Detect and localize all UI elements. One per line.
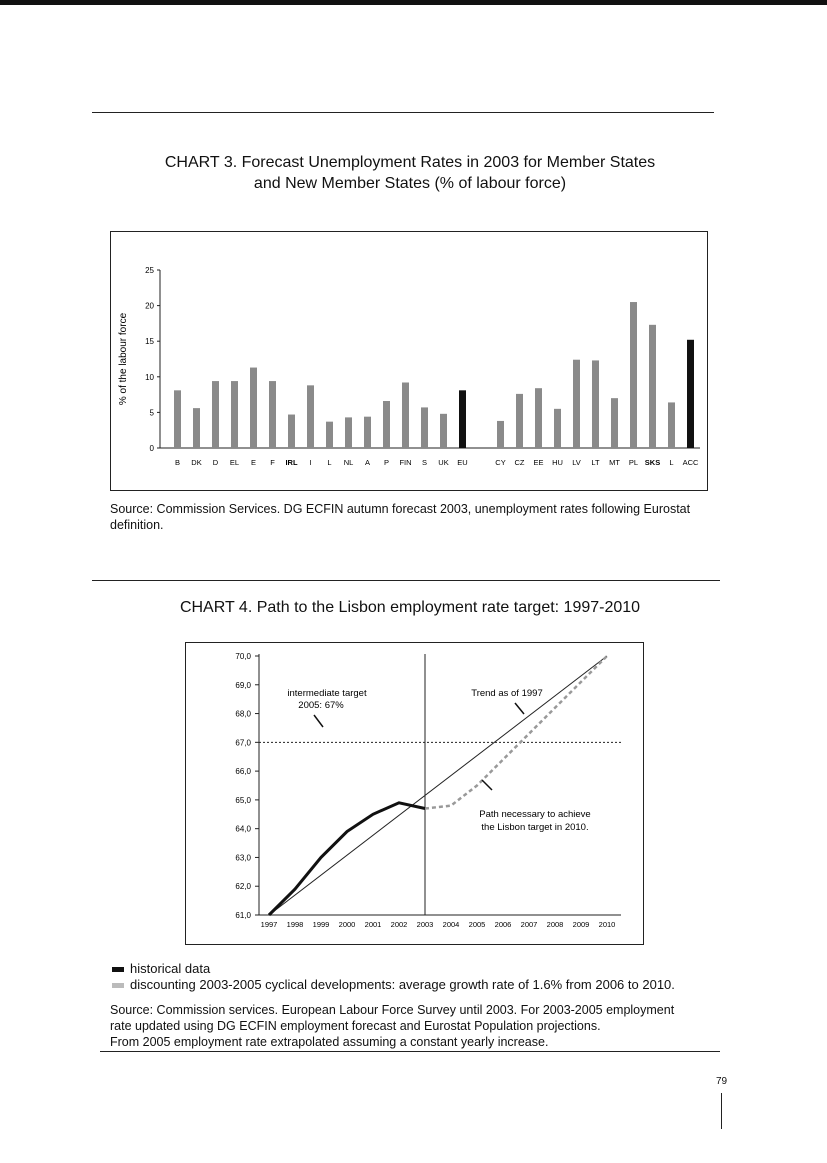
y-tick-label: 20 — [145, 301, 154, 311]
y-tick-label: 67,0 — [235, 738, 251, 748]
chart3-plot — [118, 266, 700, 467]
x-tick-label: CY — [495, 458, 506, 467]
top-border — [0, 0, 827, 5]
x-tick-label: 1997 — [260, 920, 278, 929]
bar-l — [668, 402, 675, 448]
x-tick-label: DK — [191, 458, 202, 467]
x-tick-label: LV — [572, 458, 581, 467]
y-tick-label: 25 — [145, 266, 154, 275]
legend-label-historical: historical data — [130, 961, 211, 976]
section-rule — [100, 1051, 720, 1052]
bar-i — [307, 385, 314, 448]
x-tick-label: F — [270, 458, 275, 467]
x-tick-label: EL — [229, 458, 240, 467]
x-tick-label: A — [364, 458, 371, 467]
chart4-title: CHART 4. Path to the Lisbon employment rate target: 1997-2010 — [179, 599, 641, 616]
y-tick-label: 69,0 — [235, 680, 251, 690]
y-tick-label: 66,0 — [235, 767, 251, 777]
x-tick-label: 2006 — [494, 920, 512, 929]
y-tick-label: 62,0 — [235, 882, 251, 892]
x-tick-label: 2001 — [364, 920, 382, 929]
bar-p — [383, 401, 390, 448]
chart4-plot — [235, 652, 621, 929]
bar-sks — [649, 325, 656, 448]
bar-lv — [573, 360, 580, 448]
legend-historical — [112, 961, 210, 977]
bar-lt — [592, 360, 599, 448]
x-tick-label: SKS — [644, 458, 661, 467]
series-path — [425, 656, 607, 809]
bar-cy — [497, 421, 504, 448]
x-tick-label: LT — [591, 458, 600, 467]
x-tick-label: 1998 — [286, 920, 304, 929]
x-tick-label: IRL — [285, 458, 298, 467]
bar-cz — [516, 394, 523, 448]
bar-e — [250, 368, 257, 448]
section-rule — [92, 112, 714, 113]
bar-ee — [535, 388, 542, 448]
bar-mt — [611, 398, 618, 448]
annotation-path-2: the Lisbon target in 2010. — [481, 822, 589, 833]
x-tick-label: MT — [609, 458, 620, 467]
bar-hu — [554, 409, 561, 448]
legend-swatch-discounting — [112, 983, 124, 988]
x-tick-label: NL — [343, 458, 354, 467]
annotation-trend: Trend as of 1997 — [471, 688, 543, 699]
x-tick-label: HU — [552, 458, 563, 467]
y-tick-label: 5 — [149, 408, 154, 418]
y-tick-label: 65,0 — [235, 795, 251, 805]
y-tick-label: 10 — [145, 372, 154, 382]
bar-pl — [630, 302, 637, 448]
bar-l — [326, 422, 333, 448]
annotation-arrow-intermediate — [314, 715, 323, 727]
chart3-border — [111, 232, 708, 491]
bar-el — [231, 381, 238, 448]
margin-mark — [721, 1093, 722, 1129]
x-tick-label: 2009 — [572, 920, 590, 929]
annotation-arrow-path — [482, 780, 492, 790]
x-tick-label: FIN — [399, 458, 412, 467]
page-number: 79 — [716, 1076, 728, 1087]
x-tick-label: UK — [438, 458, 449, 467]
x-tick-label: 2004 — [442, 920, 460, 929]
bar-d — [212, 381, 219, 448]
y-tick-label: 61,0 — [235, 911, 251, 920]
series-historical — [269, 803, 425, 915]
bar-s — [421, 407, 428, 448]
y-tick-label: 15 — [145, 337, 154, 347]
bar-eu — [459, 390, 466, 448]
x-tick-label: 2000 — [338, 920, 356, 929]
y-tick-label: 63,0 — [235, 853, 251, 863]
chart4-source-line2: rate updated using DG ECFIN employment forecast and Eurostat Population projections. — [110, 1019, 601, 1033]
bar-fin — [402, 382, 409, 448]
y-tick-label: 70,0 — [235, 652, 251, 661]
y-axis-title: % of the labour force — [118, 312, 129, 406]
chart3-source: Source: Commission Services. DG ECFIN autumn forecast 2003, unemployment rates following Eurostat definition. — [110, 502, 691, 532]
x-tick-label: 2005 — [468, 920, 486, 929]
x-tick-label: 1999 — [312, 920, 330, 929]
chart3-title-line1: CHART 3. Forecast Unemployment Rates in 2003 for Member States — [164, 154, 656, 171]
chart4-source-line1: Source: Commission services. European Labour Force Survey until 2003. For 2003-2005 employment — [110, 1003, 675, 1017]
x-tick-label: E — [250, 458, 257, 467]
chart4-source-line3: From 2005 employment rate extrapolated assuming a constant yearly increase. — [110, 1035, 549, 1049]
x-tick-label: 2003 — [416, 920, 434, 929]
x-tick-label: 2010 — [598, 920, 616, 929]
bar-dk — [193, 408, 200, 448]
x-tick-label: 2008 — [546, 920, 564, 929]
bar-nl — [345, 417, 352, 448]
bar-acc — [687, 340, 694, 448]
y-tick-label: 64,0 — [235, 824, 251, 834]
bar-uk — [440, 414, 447, 448]
legend-swatch-historical — [112, 967, 124, 972]
section-rule — [92, 580, 720, 581]
x-tick-label: P — [383, 458, 390, 467]
chart4-frame — [185, 642, 645, 947]
annotation-arrow-trend — [515, 703, 524, 714]
x-tick-label: ACC — [682, 458, 699, 467]
y-tick-label: 68,0 — [235, 709, 251, 719]
x-tick-label: 2007 — [520, 920, 538, 929]
legend-label-discounting: discounting 2003-2005 cyclical developments: average growth rate of 1.6% from 2006 to 2010. — [130, 977, 675, 992]
bar-b — [174, 390, 181, 448]
x-tick-label: L — [327, 458, 332, 467]
x-tick-label: PL — [628, 458, 639, 467]
annotation-intermediate-2: 2005: 67% — [298, 700, 344, 711]
x-tick-label: CZ — [514, 458, 525, 467]
x-tick-label: L — [669, 458, 674, 467]
x-tick-label: S — [421, 458, 428, 467]
chart3-title-line2: and New Member States (% of labour force) — [253, 175, 567, 192]
chart3-title — [110, 152, 710, 194]
annotation-path-1: Path necessary to achieve — [479, 809, 591, 820]
annotation-intermediate-1: intermediate target — [287, 688, 367, 699]
chart4-source — [110, 1002, 730, 1050]
y-tick-label: 0 — [149, 444, 154, 453]
chart3-frame — [110, 231, 710, 493]
x-tick-label: 2002 — [390, 920, 408, 929]
legend-discounting — [112, 977, 675, 993]
bar-irl — [288, 415, 295, 448]
x-tick-label: I — [309, 458, 312, 467]
bar-f — [269, 381, 276, 448]
x-tick-label: B — [174, 458, 181, 467]
x-tick-label: D — [212, 458, 219, 467]
x-tick-label: EU — [457, 458, 468, 467]
bar-a — [364, 417, 371, 448]
x-tick-label: EE — [533, 458, 544, 467]
